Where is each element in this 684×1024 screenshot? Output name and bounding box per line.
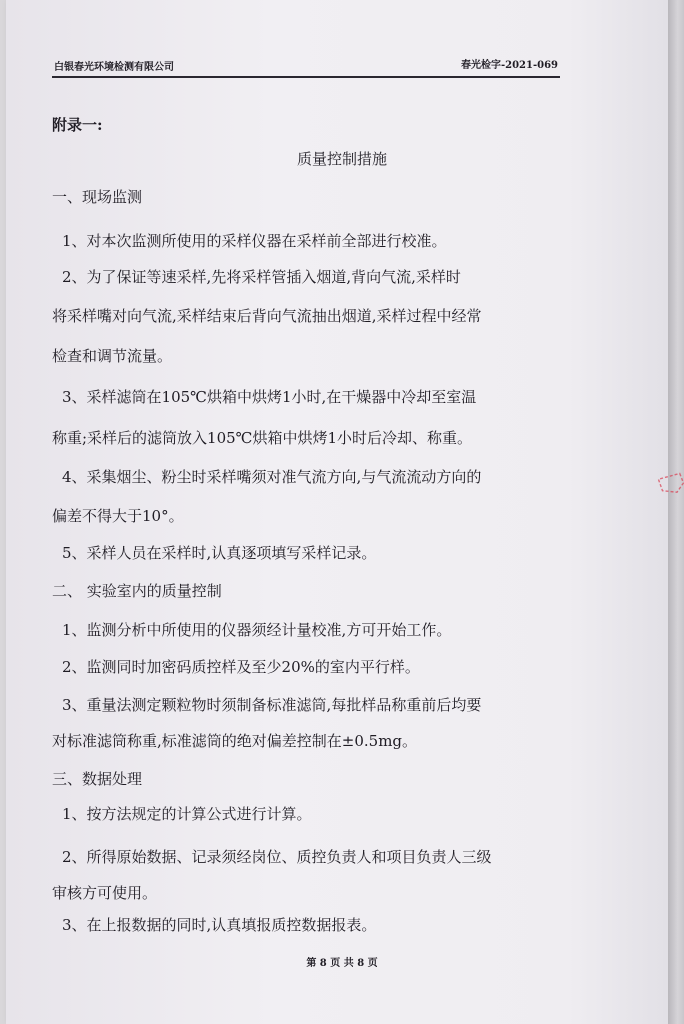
document-number: 春光检字-2021-069 xyxy=(460,60,558,71)
body-line: 3、重量法测定颗粒物时须制备标准滤筒,每批样品称重前后均要 xyxy=(62,696,482,714)
body-line: 1、监测分析中所使用的仪器须经计量校准,方可开始工作。 xyxy=(62,621,452,639)
body-line: 1、对本次监测所使用的采样仪器在采样前全部进行校准。 xyxy=(62,232,447,250)
document-title: 质量控制措施 xyxy=(296,150,387,168)
body-line: 3、采样滤筒在105℃烘箱中烘烤1小时,在干燥器中冷却至室温 xyxy=(62,388,477,406)
body-line: 4、采集烟尘、粉尘时采样嘴须对准气流方向,与气流流动方向的 xyxy=(62,468,482,486)
red-stamp-mark xyxy=(650,469,684,500)
body-line: 3、在上报数据的同时,认真填报质控数据报表。 xyxy=(62,916,377,934)
page-number-footer: 第 8 页 共 8 页 xyxy=(306,958,378,969)
section-heading: 二、 实验室内的质量控制 xyxy=(52,582,222,600)
body-line: 对标准滤筒称重,标准滤筒的绝对偏差控制在±0.5mg。 xyxy=(52,732,418,750)
body-line: 将采样嘴对向气流,采样结束后背向气流抽出烟道,采样过程中经常 xyxy=(52,307,482,325)
section-heading: 三、数据处理 xyxy=(52,770,143,788)
appendix-label: 附录一: xyxy=(52,116,103,134)
body-line: 1、按方法规定的计算公式进行计算。 xyxy=(62,805,312,823)
body-line: 检查和调节流量。 xyxy=(52,347,173,365)
body-line: 偏差不得大于10°。 xyxy=(52,507,184,525)
body-line: 5、采样人员在采样时,认真逐项填写采样记录。 xyxy=(62,544,377,562)
body-line: 2、为了保证等速采样,先将采样管插入烟道,背向气流,采样时 xyxy=(62,268,461,286)
body-line: 2、监测同时加密码质控样及至少20%的室内平行样。 xyxy=(62,658,420,676)
body-line: 2、所得原始数据、记录须经岗位、质控负责人和项目负责人三级 xyxy=(62,848,492,866)
section-heading: 一、现场监测 xyxy=(52,188,143,206)
body-line: 称重;采样后的滤筒放入105℃烘箱中烘烤1小时后冷却、称重。 xyxy=(52,429,473,447)
page-header xyxy=(52,52,560,78)
company-name: 白银春光环境检测有限公司 xyxy=(54,62,174,73)
body-line: 审核方可使用。 xyxy=(52,884,158,902)
